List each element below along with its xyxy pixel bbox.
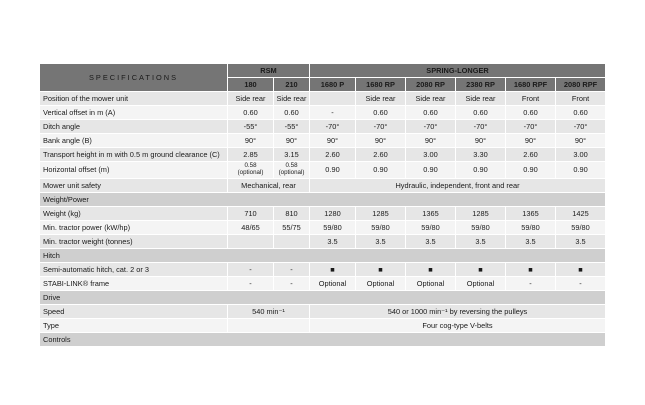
cell: 810 bbox=[274, 207, 310, 221]
model-header: 1680 RPF bbox=[506, 78, 556, 92]
cell: 90° bbox=[406, 134, 456, 148]
cell: Mechanical, rear bbox=[228, 179, 310, 193]
cell: 0.90 bbox=[356, 162, 406, 179]
model-header: 2080 RP bbox=[406, 78, 456, 92]
cell: 59/80 bbox=[310, 221, 356, 235]
cell: 90° bbox=[356, 134, 406, 148]
cell: 3.00 bbox=[406, 148, 456, 162]
cell: ■ bbox=[406, 263, 456, 277]
cell: 48/65 bbox=[228, 221, 274, 235]
cell: ■ bbox=[506, 263, 556, 277]
cell: - bbox=[228, 263, 274, 277]
cell: 1285 bbox=[356, 207, 406, 221]
cell: ■ bbox=[456, 263, 506, 277]
cell: 90° bbox=[456, 134, 506, 148]
cell: -70° bbox=[556, 120, 606, 134]
cell: 55/75 bbox=[274, 221, 310, 235]
row-label: Horizontal offset (m) bbox=[40, 162, 228, 179]
specifications-table bbox=[39, 63, 606, 347]
cell: 3.5 bbox=[506, 235, 556, 249]
cell: Front bbox=[556, 92, 606, 106]
cell: 0.90 bbox=[456, 162, 506, 179]
cell: 0.60 bbox=[274, 106, 310, 120]
cell: 0.60 bbox=[356, 106, 406, 120]
table-row bbox=[40, 148, 606, 162]
cell: Optional bbox=[406, 277, 456, 291]
model-header: 1680 P bbox=[310, 78, 356, 92]
table-row bbox=[40, 207, 606, 221]
table-row bbox=[40, 305, 606, 319]
cell: ■ bbox=[356, 263, 406, 277]
cell: 0.60 bbox=[506, 106, 556, 120]
cell bbox=[274, 235, 310, 249]
cell: - bbox=[228, 277, 274, 291]
cell: 710 bbox=[228, 207, 274, 221]
row-label: Min. tractor power (kW/hp) bbox=[40, 221, 228, 235]
cell: -70° bbox=[356, 120, 406, 134]
cell: 90° bbox=[228, 134, 274, 148]
cell: 0.60 bbox=[406, 106, 456, 120]
cell: 90° bbox=[274, 134, 310, 148]
row-label: Vertical offset in m (A) bbox=[40, 106, 228, 120]
table-row bbox=[40, 263, 606, 277]
cell: Optional bbox=[356, 277, 406, 291]
cell: Side rear bbox=[356, 92, 406, 106]
cell: ■ bbox=[556, 263, 606, 277]
header-group-row bbox=[40, 64, 606, 78]
table-row bbox=[40, 120, 606, 134]
cell bbox=[274, 162, 310, 179]
model-header: 180 bbox=[228, 78, 274, 92]
row-label: Semi-automatic hitch, cat. 2 or 3 bbox=[40, 263, 228, 277]
cell: -70° bbox=[406, 120, 456, 134]
cell: 59/80 bbox=[506, 221, 556, 235]
cell: 0.90 bbox=[406, 162, 456, 179]
cell: 1425 bbox=[556, 207, 606, 221]
cell bbox=[228, 319, 310, 333]
cell: 0.90 bbox=[506, 162, 556, 179]
row-label: Bank angle (B) bbox=[40, 134, 228, 148]
row-label: Ditch angle bbox=[40, 120, 228, 134]
row-label: Min. tractor weight (tonnes) bbox=[40, 235, 228, 249]
table-row bbox=[40, 134, 606, 148]
table-row bbox=[40, 106, 606, 120]
cell-value: 0.58 bbox=[244, 162, 257, 169]
cell: Side rear bbox=[228, 92, 274, 106]
row-label: Position of the mower unit bbox=[40, 92, 228, 106]
cell: -70° bbox=[310, 120, 356, 134]
cell: Optional bbox=[456, 277, 506, 291]
section-title: Controls bbox=[40, 333, 606, 347]
row-label: Mower unit safety bbox=[40, 179, 228, 193]
section-header bbox=[40, 193, 606, 207]
model-header: 1680 RP bbox=[356, 78, 406, 92]
cell: 0.90 bbox=[310, 162, 356, 179]
cell: -55° bbox=[228, 120, 274, 134]
cell: Four cog-type V-belts bbox=[310, 319, 606, 333]
model-header: 2080 RPF bbox=[556, 78, 606, 92]
cell: 2.85 bbox=[228, 148, 274, 162]
cell: Front bbox=[506, 92, 556, 106]
cell: 2.60 bbox=[506, 148, 556, 162]
row-label: STABI-LINK® frame bbox=[40, 277, 228, 291]
section-header bbox=[40, 333, 606, 347]
cell: 1285 bbox=[456, 207, 506, 221]
cell: 59/80 bbox=[556, 221, 606, 235]
cell bbox=[228, 235, 274, 249]
section-title: Weight/Power bbox=[40, 193, 606, 207]
table-row bbox=[40, 319, 606, 333]
model-header: 210 bbox=[274, 78, 310, 92]
cell: ■ bbox=[310, 263, 356, 277]
cell: 90° bbox=[506, 134, 556, 148]
table-row bbox=[40, 179, 606, 193]
section-header bbox=[40, 249, 606, 263]
cell: 3.5 bbox=[556, 235, 606, 249]
cell-value: 0.58 bbox=[285, 162, 298, 169]
cell: 3.15 bbox=[274, 148, 310, 162]
table-row bbox=[40, 162, 606, 179]
specifications-title: SPECIFICATIONS bbox=[40, 64, 228, 92]
cell: 59/80 bbox=[406, 221, 456, 235]
cell: Optional bbox=[310, 277, 356, 291]
table-row bbox=[40, 277, 606, 291]
cell: 90° bbox=[310, 134, 356, 148]
cell: 540 min⁻¹ bbox=[228, 305, 310, 319]
cell: 1365 bbox=[506, 207, 556, 221]
table-row bbox=[40, 235, 606, 249]
cell bbox=[228, 162, 274, 179]
cell: Side rear bbox=[274, 92, 310, 106]
cell: 2.60 bbox=[356, 148, 406, 162]
cell: 0.90 bbox=[556, 162, 606, 179]
cell: 90° bbox=[556, 134, 606, 148]
row-label: Speed bbox=[40, 305, 228, 319]
cell: 540 or 1000 min⁻¹ by reversing the pulleys bbox=[310, 305, 606, 319]
cell: 3.5 bbox=[406, 235, 456, 249]
cell: 1365 bbox=[406, 207, 456, 221]
cell: Side rear bbox=[456, 92, 506, 106]
cell: 0.60 bbox=[556, 106, 606, 120]
table-row bbox=[40, 92, 606, 106]
cell: 1280 bbox=[310, 207, 356, 221]
cell: 2.60 bbox=[310, 148, 356, 162]
cell: 59/80 bbox=[456, 221, 506, 235]
section-title: Drive bbox=[40, 291, 606, 305]
cell: -55° bbox=[274, 120, 310, 134]
cell: -70° bbox=[506, 120, 556, 134]
cell: 59/80 bbox=[356, 221, 406, 235]
cell: 3.5 bbox=[356, 235, 406, 249]
spring-longer-group-header: SPRING-LONGER bbox=[310, 64, 606, 78]
cell: - bbox=[506, 277, 556, 291]
cell: Side rear bbox=[406, 92, 456, 106]
cell: 0.60 bbox=[228, 106, 274, 120]
cell: - bbox=[274, 263, 310, 277]
row-label: Type bbox=[40, 319, 228, 333]
row-label: Transport height in m with 0.5 m ground clearance (C) bbox=[40, 148, 228, 162]
cell: 0.60 bbox=[456, 106, 506, 120]
section-title: Hitch bbox=[40, 249, 606, 263]
cell: - bbox=[310, 106, 356, 120]
rsm-group-header: RSM bbox=[228, 64, 310, 78]
cell: 3.30 bbox=[456, 148, 506, 162]
optional-note: (optional) bbox=[237, 169, 264, 176]
table-row bbox=[40, 221, 606, 235]
model-header: 2380 RP bbox=[456, 78, 506, 92]
cell: Hydraulic, independent, front and rear bbox=[310, 179, 606, 193]
cell: -70° bbox=[456, 120, 506, 134]
cell: - bbox=[556, 277, 606, 291]
cell: 3.5 bbox=[310, 235, 356, 249]
cell bbox=[310, 92, 356, 106]
row-label: Weight (kg) bbox=[40, 207, 228, 221]
optional-note: (optional) bbox=[278, 169, 305, 176]
section-header bbox=[40, 291, 606, 305]
cell: 3.00 bbox=[556, 148, 606, 162]
cell: 3.5 bbox=[456, 235, 506, 249]
cell: - bbox=[274, 277, 310, 291]
